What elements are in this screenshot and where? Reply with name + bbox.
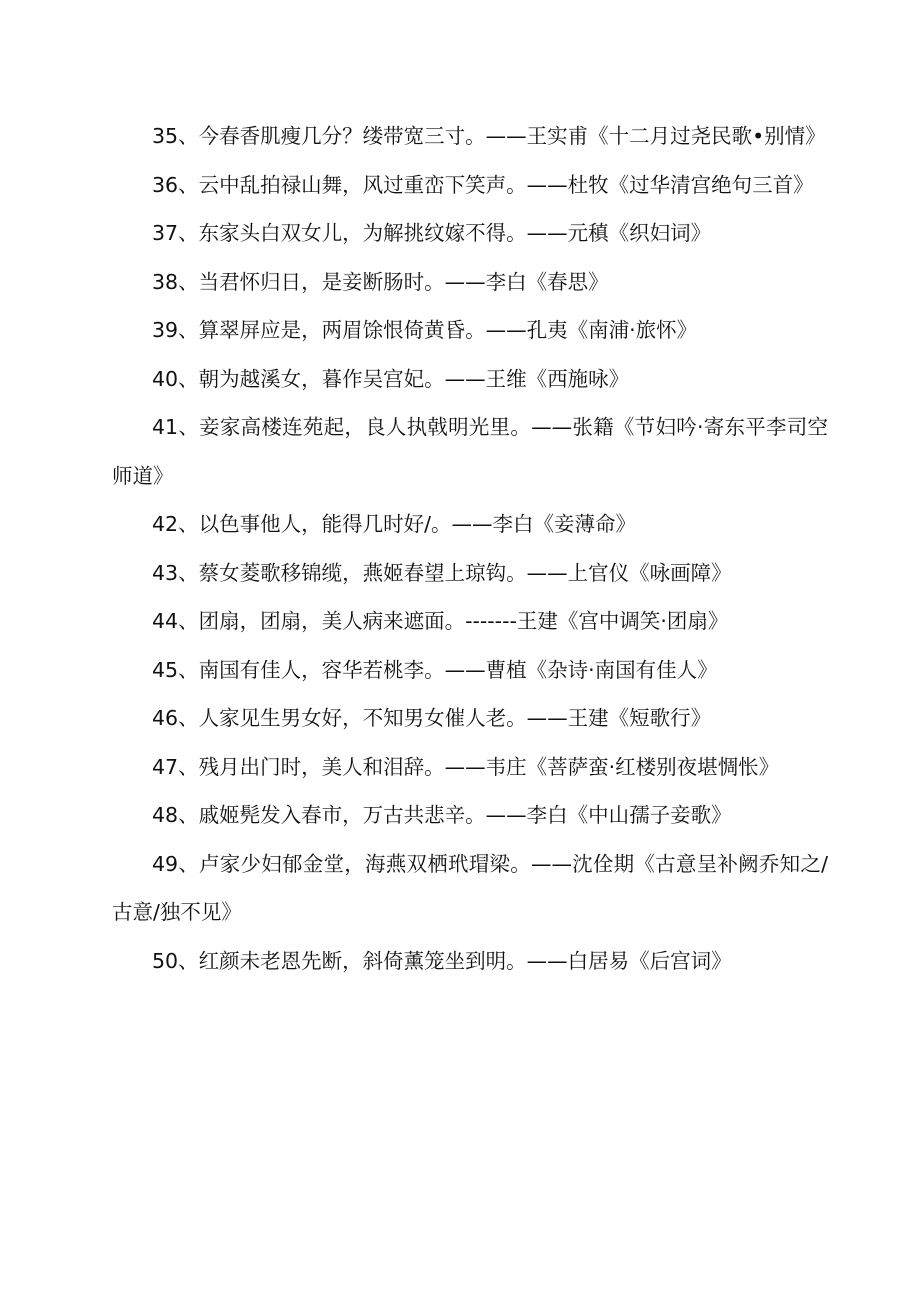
poem-quote-49: 49、卢家少妇郁金堂，海燕双栖玳瑁梁。——沈佺期《古意呈补阙乔知之/古意/独不见》 — [112, 851, 828, 924]
poem-quote-50: 50、红颜未老恩先断，斜倚薰笼坐到明。——白居易《后宫词》 — [152, 948, 732, 973]
poem-quote-45: 45、南国有佳人，容华若桃李。——曹植《杂诗·南国有佳人》 — [152, 657, 718, 682]
poem-quote-44: 44、团扇，团扇，美人病来遮面。-------王建《宫中调笑·团扇》 — [152, 609, 729, 633]
poem-quote-35: 35、今春香肌瘦几分？缕带宽三寸。——王实甫《十二月过尧民歌•别情》 — [152, 124, 826, 148]
poem-quote-38: 38、当君怀归日，是妾断肠时。——李白《春思》 — [152, 269, 609, 294]
poem-quote-42: 42、以色事他人，能得几时好/。——李白《妾薄命》 — [152, 512, 636, 536]
poem-quote-39: 39、算翠屏应是，两眉馀恨倚黄昏。——孔夷《南浦·旅怀》 — [152, 318, 698, 342]
poem-quote-48: 48、戚姬髡发入春市，万古共悲辛。——李白《中山孺子妾歌》 — [152, 803, 732, 827]
poem-quote-47: 47、残月出门时，美人和泪辞。——韦庄《菩萨蛮·红楼别夜堪惆怅》 — [152, 754, 780, 779]
poem-quote-41: 41、妾家高楼连苑起，良人执戟明光里。——张籍《节妇吟·寄东平李司空师道》 — [112, 415, 828, 488]
poem-quote-46: 46、人家见生男女好，不知男女催人老。——王建《短歌行》 — [152, 706, 712, 730]
poem-quote-list — [112, 112, 828, 985]
poem-quote-43: 43、蔡女菱歌移锦缆，燕姬春望上琼钩。——上官仪《咏画障》 — [152, 560, 732, 585]
poem-quote-36: 36、云中乱拍禄山舞，风过重峦下笑声。——杜牧《过华清宫绝句三首》 — [152, 172, 814, 197]
poem-quote-37: 37、东家头白双女儿，为解挑纹嫁不得。——元稹《织妇词》 — [152, 221, 712, 245]
poem-quote-40: 40、朝为越溪女，暮作吴宫妃。——王维《西施咏》 — [152, 366, 630, 391]
